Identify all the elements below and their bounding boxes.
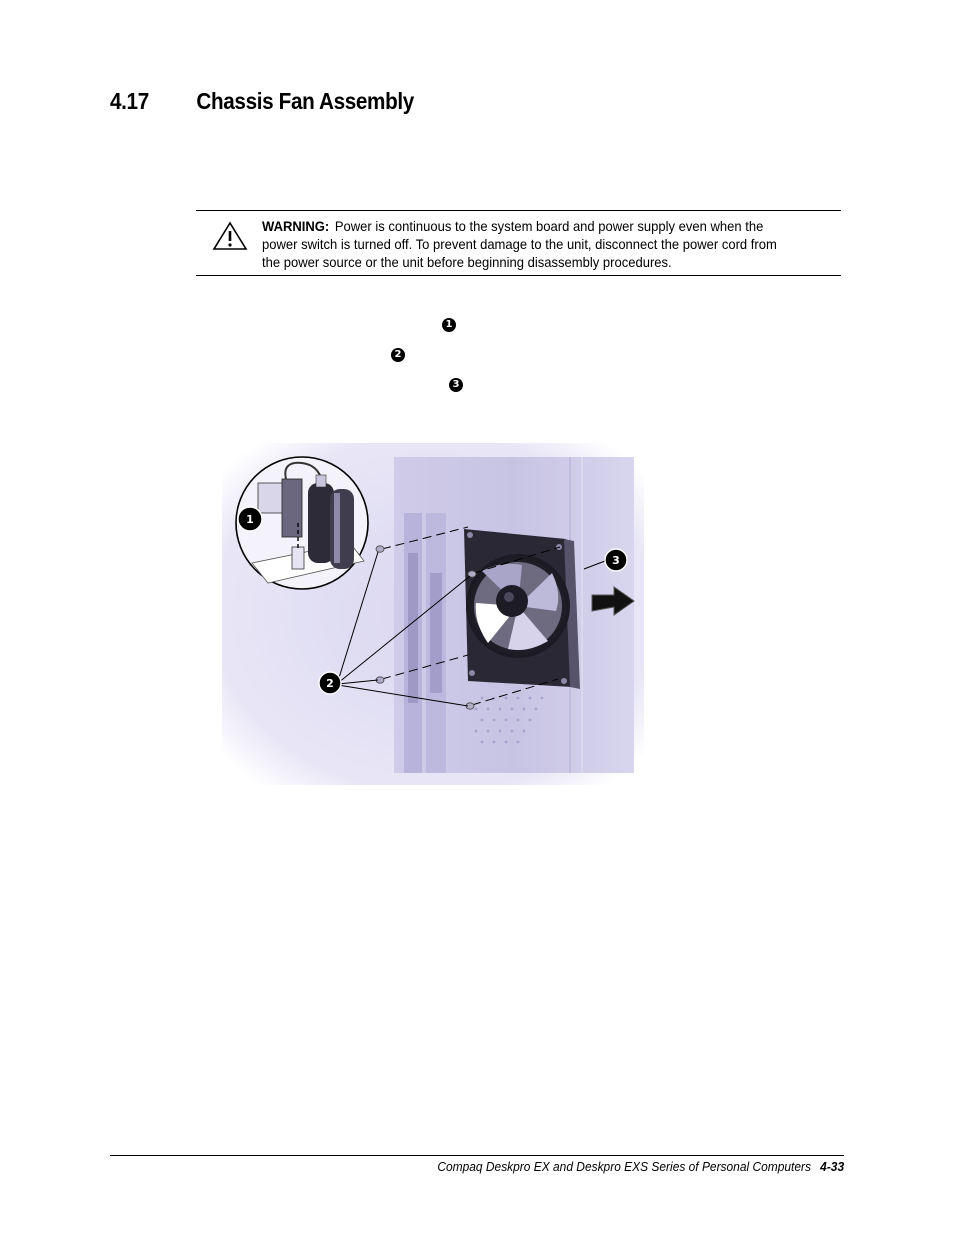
- step-marker-1: 1: [442, 318, 456, 332]
- chassis-fan: [464, 529, 580, 689]
- warning-body: Power is continuous to the system board and power supply even when the power switch is turned off. To prevent damage to the unit, disconnect the power cord from the power source or the unit before beginning disassembly procedures.: [262, 218, 777, 270]
- figure-callout-3: [605, 549, 627, 571]
- svg-text:1: 1: [246, 513, 254, 526]
- figure-callout-1: [238, 507, 262, 531]
- footer-rule: [110, 1155, 844, 1156]
- step-marker-3: 3: [449, 378, 463, 392]
- chassis-fan-illustration: [222, 443, 644, 785]
- warning-label: WARNING:: [262, 218, 330, 234]
- page-footer: [437, 1159, 844, 1174]
- section-title-text: Chassis Fan Assembly: [196, 88, 414, 114]
- warning-text: [262, 217, 792, 271]
- svg-text:3: 3: [612, 554, 620, 567]
- warning-box: [196, 210, 841, 276]
- section-number: 4.17: [110, 88, 149, 114]
- svg-text:2: 2: [326, 677, 334, 690]
- footer-title: Compaq Deskpro EX and Deskpro EXS Series of Personal Computers: [437, 1159, 811, 1174]
- section-title: [110, 88, 414, 115]
- figure-callout-2: [319, 672, 341, 694]
- page-number: 4-33: [820, 1159, 844, 1174]
- step-marker-2: 2: [391, 348, 405, 362]
- warning-triangle-icon: [212, 221, 248, 251]
